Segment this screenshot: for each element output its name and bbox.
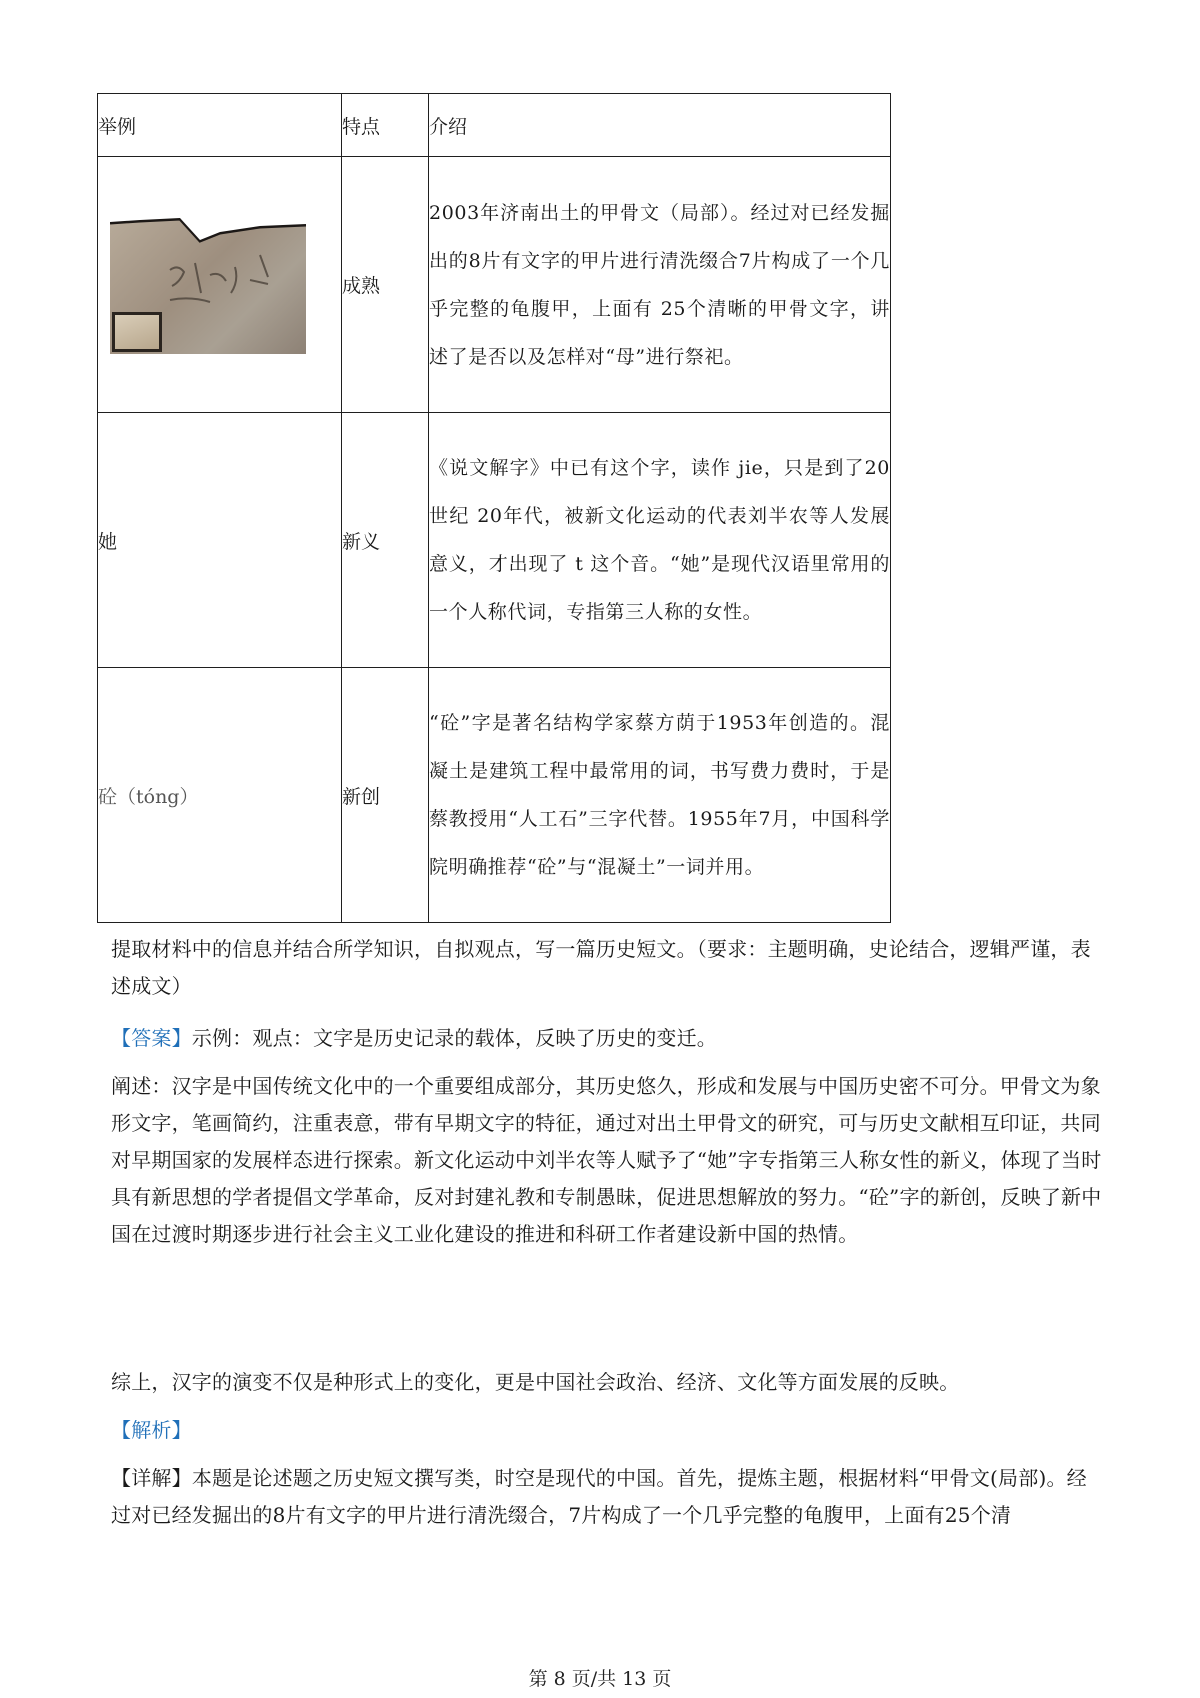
detail-paragraph — [111, 1460, 1105, 1534]
oracle-bone-inset — [112, 312, 162, 352]
table-row — [98, 157, 891, 413]
table-row — [98, 668, 891, 923]
oracle-bone-image — [110, 215, 306, 354]
intro-cell: “砼”字是著名结构学家蔡方荫于1953年创造的。混凝土是建筑工程中最常用的词，书写费力费时，于是蔡教授用“人工石”三字代替。1955年7月，中国科学院明确推荐“砼”与“混凝土”一词并用。 — [429, 668, 891, 923]
analysis-paragraph — [111, 1412, 1105, 1449]
answer-tag: 【答案】 — [111, 1026, 192, 1050]
intro-cell: 2003年济南出土的甲骨文（局部）。经过对已经发掘出的8片有文字的甲片进行清洗缀合7片构成了一个几乎完整的龟腹甲，上面有 25个清晰的甲骨文字，讲述了是否以及怎样对“母”进行祭祀。 — [429, 157, 891, 413]
answer-text: 示例：观点：文字是历史记录的载体，反映了历史的变迁。 — [191, 1026, 718, 1050]
feature-cell: 成熟 — [342, 157, 429, 413]
detail-tag: 【详解】 — [111, 1466, 192, 1490]
summary-text: 综上，汉字的演变不仅是种形式上的变化，更是中国社会政治、经济、文化等方面发展的反映。 — [111, 1370, 960, 1394]
material-table — [97, 93, 891, 923]
table-header-row — [98, 94, 891, 157]
table-row — [98, 413, 891, 668]
page-footer: 第 8 页/共 13 页 — [528, 1668, 672, 1690]
header-intro: 介绍 — [429, 94, 891, 157]
analysis-tag: 【解析】 — [111, 1418, 192, 1442]
detail-text: 本题是论述题之历史短文撰写类，时空是现代的中国。首先，提炼主题，根据材料“甲骨文(局部)。经过对已经发掘出的8片有文字的甲片进行清洗缀合，7片构成了一个几乎完整的龟腹甲，上面有25个清 — [111, 1466, 1087, 1527]
example-cell: 她 — [98, 413, 342, 668]
example-oracle-image-cell — [98, 157, 342, 413]
question-text: 提取材料中的信息并结合所学知识，自拟观点，写一篇历史短文。（要求：主题明确，史论结合，逻辑严谨，表述成文） — [111, 937, 1091, 998]
answer-paragraph — [111, 1020, 1105, 1057]
feature-cell: 新创 — [342, 668, 429, 923]
intro-cell: 《说文解字》中已有这个字，读作 jie，只是到了20 世纪 20年代，被新文化运动的代表刘半农等人发展意义，才出现了 t 这个音。“她”是现代汉语里常用的一个人称代词，专指第三人称的女性。 — [429, 413, 891, 668]
feature-cell: 新义 — [342, 413, 429, 668]
elaboration-text: 阐述：汉字是中国传统文化中的一个重要组成部分，其历史悠久，形成和发展与中国历史密不可分。甲骨文为象形文字，笔画简约，注重表意，带有早期文字的特征，通过对出土甲骨文的研究，可与历史文献相互印证，共同对早期国家的发展样态进行探索。新文化运动中刘半农等人赋予了“她”字专指第三人称女性的新义，体现了当时具有新思想的学者提倡文学革命，反对封建礼教和专制愚昧，促进思想解放的努力。“砼”字的新创，反映了新中国在过渡时期逐步进行社会主义工业化建设的推进和科研工作者建设新中国的热情。 — [111, 1074, 1102, 1246]
example-cell: 砼（tóng） — [98, 668, 342, 923]
header-feature: 特点 — [342, 94, 429, 157]
header-example: 举例 — [98, 94, 342, 157]
